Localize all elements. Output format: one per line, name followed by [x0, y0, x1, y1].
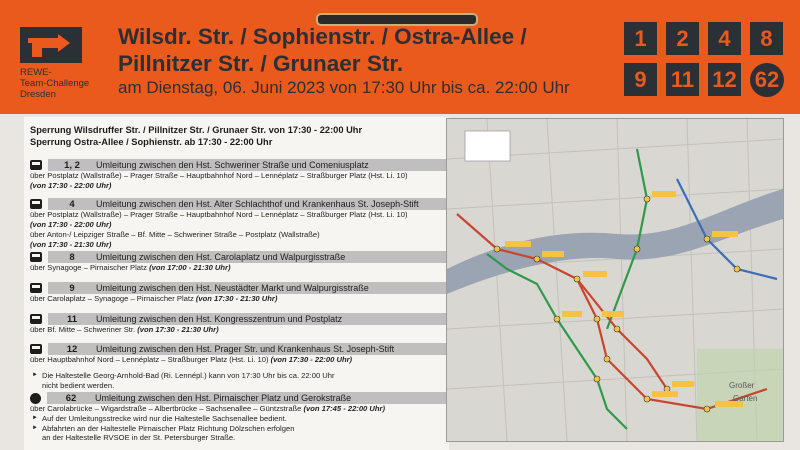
title-line-1: Wilsdr. Str. / Sophienstr. / Ostra-Allee / [118, 24, 527, 49]
diversion-section [30, 392, 446, 443]
line-number: 8 [69, 251, 75, 263]
diversion-map [446, 118, 784, 442]
tram-icon [30, 199, 42, 209]
dvb-logo [20, 27, 82, 63]
page-title [118, 23, 527, 77]
note-bullet: ► Die Haltestelle Georg-Arnhold-Bad (Ri. Lennépl.) kann von 17:30 Uhr bis ca. 22:00 Uhr [30, 371, 446, 381]
section-title: Umleitung zwischen den Hst. Carolaplatz und Walpurgisstraße [96, 252, 346, 262]
note-bullet: ► Abfahrten an der Haltestelle Pirnaischer Platz Richtung Dölzschen erfolgen [30, 424, 446, 434]
route-detail: über Anton-/ Leipziger Straße – Bf. Mitte – Schweriner Straße – Postplatz (Wallstraße) [30, 230, 320, 239]
line-number: 12 [66, 343, 78, 355]
tram-icon [30, 314, 42, 324]
section-header [48, 251, 446, 263]
route-time: (von 17:30 - 21:30 Uhr) [30, 240, 112, 249]
section-title: Umleitung zwischen den Hst. Neustädter Markt und Walpurgisstraße [96, 283, 369, 293]
section-title: Umleitung zwischen den Hst. Pirnaischer Platz und Gerokstraße [95, 393, 352, 403]
route-detail: über Hauptbahnhof Nord – Lennéplatz – Straßburger Platz (Hst. Li. 10) [30, 355, 269, 364]
route-time: (von 17:45 - 22:00 Uhr) [303, 404, 385, 413]
bus-line-badge: 62 [750, 63, 784, 97]
diversion-section [30, 343, 446, 391]
route-time: (von 17:30 - 22:00 Uhr) [270, 355, 353, 364]
section-title: Umleitung zwischen den Hst. Schweriner Straße und Comeniusplatz [96, 160, 369, 170]
line-badge: 8 [750, 22, 783, 55]
logo-text-2: Team-Challenge [20, 78, 90, 89]
line-badge: 4 [708, 22, 741, 55]
tram-icon [30, 252, 42, 262]
route-detail: über Carolaplatz – Synagoge – Pirnaischer Platz [30, 294, 194, 303]
route-time: (von 17:00 - 21:30 Uhr) [149, 263, 231, 272]
route-detail: über Postplatz (Wallstraße) – Prager Straße – Hauptbahnhof Nord – Lennéplatz – Straßburger Platz (Hst. Li. 10) [30, 171, 408, 180]
closure-line-2: Sperrung Ostra-Allee / Sophienstr. ab 17:30 - 22:00 Uhr [30, 137, 273, 147]
diversion-section [30, 159, 446, 191]
header-banner [0, 0, 800, 114]
section-title: Umleitung zwischen den Hst. Alter Schlachthof und Krankenhaus St. Joseph-Stift [96, 199, 419, 209]
tram-icon [30, 283, 42, 293]
section-header [48, 198, 446, 210]
title-line-2: Pillnitzer Str. / Grunaer Str. [118, 51, 404, 76]
diversion-section [30, 282, 446, 304]
line-number: 4 [69, 198, 75, 210]
section-header [48, 159, 446, 171]
tram-icon [30, 344, 42, 354]
route-detail: über Carolabrücke – Wigardstraße – Albertbrücke – Sachsenallee – Güntzstraße [30, 404, 302, 413]
line-number: 62 [65, 392, 77, 404]
diversion-section [30, 251, 446, 273]
arrow-icon [28, 34, 70, 57]
route-detail: über Bf. Mitte – Schweriner Str. [30, 325, 136, 334]
line-badge: 11 [666, 63, 699, 96]
line-badge: 12 [708, 63, 741, 96]
tram-icon [30, 160, 42, 170]
area-label: Garten [733, 394, 758, 403]
route-detail: über Synagoge – Pirnaischer Platz [30, 263, 147, 272]
note-continuation: an der Haltestelle RVSOE in der St. Petersburger Straße. [42, 433, 236, 442]
section-title: Umleitung zwischen den Hst. Kongresszentrum und Postplatz [96, 314, 343, 324]
route-detail: über Postplatz (Wallstraße) – Prager Straße – Hauptbahnhof Nord – Lennéplatz – Straßburger Platz (Hst. Li. 10) [30, 210, 408, 219]
line-badge: 9 [624, 63, 657, 96]
diversion-section [30, 198, 446, 250]
note-continuation: nicht bedient werden. [42, 380, 115, 390]
line-number: 9 [69, 282, 75, 294]
route-time: (von 17:30 - 22:00 Uhr) [30, 181, 112, 190]
line-badge: 1 [624, 22, 657, 55]
route-time: (von 17:30 - 22:00 Uhr) [30, 220, 112, 229]
area-label: Großer [729, 381, 755, 390]
line-number: 1, 2 [64, 159, 80, 171]
bus-icon [30, 393, 41, 404]
closure-info [30, 124, 362, 148]
note-bullet: ► Auf der Umleitungsstrecke wird nur die Haltestelle Sachsenallee bedient. [30, 414, 446, 424]
logo-text-1: REWE- [20, 67, 52, 78]
section-header [47, 392, 446, 404]
line-number: 11 [66, 313, 78, 325]
route-time: (von 17:30 - 21:30 Uhr) [195, 294, 278, 303]
section-header [48, 282, 446, 294]
section-header [48, 313, 446, 325]
diversion-section [30, 313, 446, 335]
section-header [48, 343, 446, 355]
logo-caption [20, 67, 89, 100]
logo-text-3: Dresden [20, 89, 56, 100]
section-title: Umleitung zwischen den Hst. Prager Str. und Krankenhaus St. Joseph-Stift [96, 344, 395, 354]
map-legend [465, 131, 510, 161]
route-time: (von 17:30 - 21:30 Uhr) [137, 325, 219, 334]
closure-line-1: Sperrung Wilsdruffer Str. / Pillnitzer Str. / Grunaer Str. von 17:30 - 22:00 Uhr [30, 125, 363, 135]
map-graphic [447, 119, 783, 441]
line-badge: 2 [666, 22, 699, 55]
date-line: am Dienstag, 06. Juni 2023 von 17:30 Uhr bis ca. 22:00 Uhr [118, 78, 570, 97]
